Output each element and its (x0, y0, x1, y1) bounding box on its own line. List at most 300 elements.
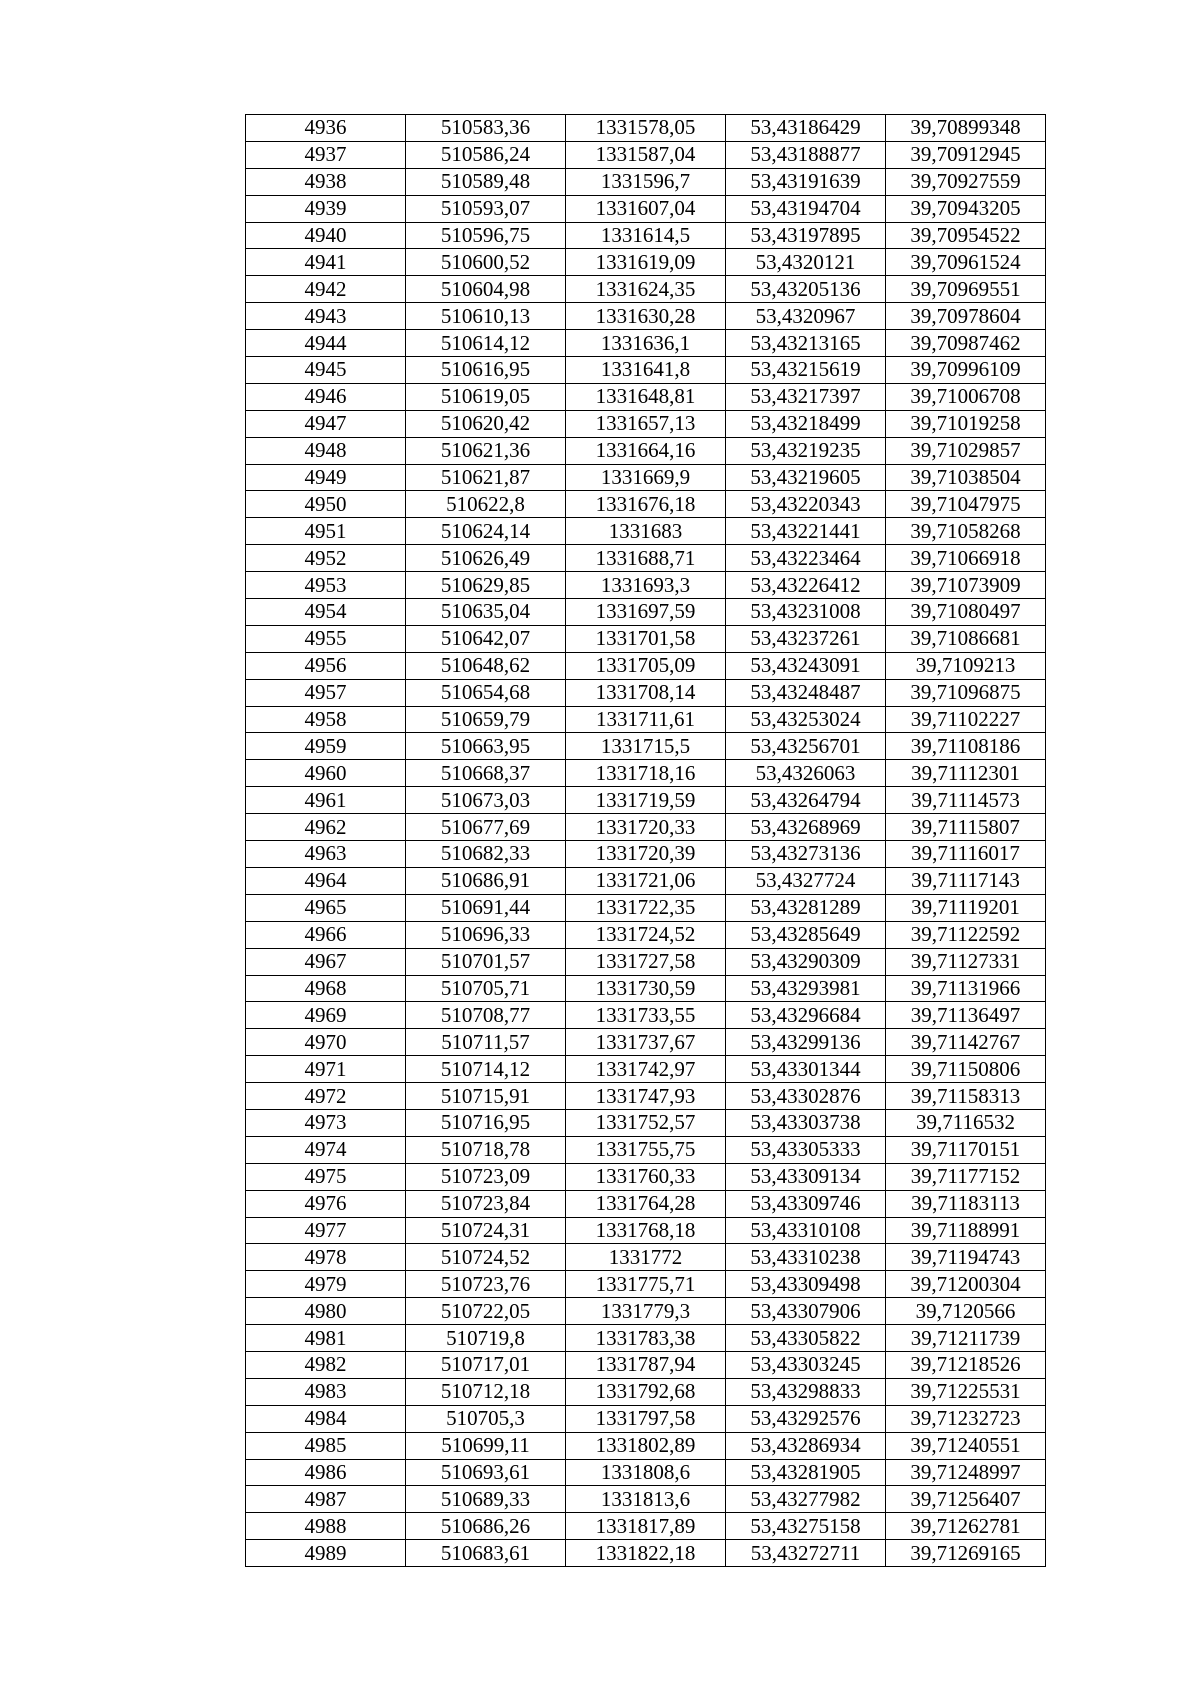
x-coordinate-cell: 510629,85 (406, 572, 566, 599)
x-coordinate-cell: 510686,26 (406, 1513, 566, 1540)
longitude-cell: 39,71019258 (886, 410, 1046, 437)
point-number-cell: 4976 (246, 1190, 406, 1217)
y-coordinate-cell: 1331720,39 (566, 841, 726, 868)
point-number-cell: 4985 (246, 1432, 406, 1459)
y-coordinate-cell: 1331764,28 (566, 1190, 726, 1217)
y-coordinate-cell: 1331624,35 (566, 276, 726, 303)
y-coordinate-cell: 1331596,7 (566, 168, 726, 195)
table-row (246, 1029, 1046, 1056)
y-coordinate-cell: 1331607,04 (566, 195, 726, 222)
y-coordinate-cell: 1331742,97 (566, 1056, 726, 1083)
latitude-cell: 53,43286934 (726, 1432, 886, 1459)
x-coordinate-cell: 510719,8 (406, 1325, 566, 1352)
table-row (246, 1190, 1046, 1217)
y-coordinate-cell: 1331755,75 (566, 1136, 726, 1163)
point-number-cell: 4942 (246, 276, 406, 303)
point-number-cell: 4981 (246, 1325, 406, 1352)
y-coordinate-cell: 1331813,6 (566, 1486, 726, 1513)
latitude-cell: 53,43303738 (726, 1109, 886, 1136)
point-number-cell: 4961 (246, 787, 406, 814)
x-coordinate-cell: 510714,12 (406, 1056, 566, 1083)
latitude-cell: 53,43205136 (726, 276, 886, 303)
x-coordinate-cell: 510723,84 (406, 1190, 566, 1217)
latitude-cell: 53,43285649 (726, 921, 886, 948)
table-row (246, 383, 1046, 410)
longitude-cell: 39,71142767 (886, 1029, 1046, 1056)
x-coordinate-cell: 510715,91 (406, 1083, 566, 1110)
longitude-cell: 39,71047975 (886, 491, 1046, 518)
point-number-cell: 4968 (246, 975, 406, 1002)
latitude-cell: 53,43268969 (726, 814, 886, 841)
x-coordinate-cell: 510718,78 (406, 1136, 566, 1163)
latitude-cell: 53,43281289 (726, 894, 886, 921)
x-coordinate-cell: 510620,42 (406, 410, 566, 437)
longitude-cell: 39,71218526 (886, 1351, 1046, 1378)
y-coordinate-cell: 1331578,05 (566, 115, 726, 142)
point-number-cell: 4971 (246, 1056, 406, 1083)
y-coordinate-cell: 1331760,33 (566, 1163, 726, 1190)
y-coordinate-cell: 1331718,16 (566, 760, 726, 787)
y-coordinate-cell: 1331664,16 (566, 437, 726, 464)
point-number-cell: 4978 (246, 1244, 406, 1271)
point-number-cell: 4936 (246, 115, 406, 142)
x-coordinate-cell: 510659,79 (406, 706, 566, 733)
y-coordinate-cell: 1331705,09 (566, 652, 726, 679)
longitude-cell: 39,71127331 (886, 948, 1046, 975)
x-coordinate-cell: 510593,07 (406, 195, 566, 222)
y-coordinate-cell: 1331808,6 (566, 1459, 726, 1486)
table-row (246, 787, 1046, 814)
table-row (246, 894, 1046, 921)
point-number-cell: 4948 (246, 437, 406, 464)
y-coordinate-cell: 1331715,5 (566, 733, 726, 760)
latitude-cell: 53,43305822 (726, 1325, 886, 1352)
point-number-cell: 4987 (246, 1486, 406, 1513)
y-coordinate-cell: 1331752,57 (566, 1109, 726, 1136)
x-coordinate-cell: 510673,03 (406, 787, 566, 814)
longitude-cell: 39,7120566 (886, 1298, 1046, 1325)
x-coordinate-cell: 510619,05 (406, 383, 566, 410)
table-row (246, 1109, 1046, 1136)
latitude-cell: 53,43272711 (726, 1540, 886, 1567)
longitude-cell: 39,71131966 (886, 975, 1046, 1002)
longitude-cell: 39,70969551 (886, 276, 1046, 303)
longitude-cell: 39,70943205 (886, 195, 1046, 222)
table-row (246, 1540, 1046, 1567)
longitude-cell: 39,71066918 (886, 545, 1046, 572)
point-number-cell: 4970 (246, 1029, 406, 1056)
table-row (246, 760, 1046, 787)
y-coordinate-cell: 1331720,33 (566, 814, 726, 841)
x-coordinate-cell: 510712,18 (406, 1378, 566, 1405)
y-coordinate-cell: 1331817,89 (566, 1513, 726, 1540)
longitude-cell: 39,70899348 (886, 115, 1046, 142)
latitude-cell: 53,43197895 (726, 222, 886, 249)
latitude-cell: 53,43310108 (726, 1217, 886, 1244)
y-coordinate-cell: 1331711,61 (566, 706, 726, 733)
table-row (246, 195, 1046, 222)
table-row (246, 1351, 1046, 1378)
y-coordinate-cell: 1331688,71 (566, 545, 726, 572)
y-coordinate-cell: 1331619,09 (566, 249, 726, 276)
latitude-cell: 53,43223464 (726, 545, 886, 572)
table-row (246, 1459, 1046, 1486)
table-row (246, 572, 1046, 599)
x-coordinate-cell: 510663,95 (406, 733, 566, 760)
table-row (246, 1432, 1046, 1459)
point-number-cell: 4940 (246, 222, 406, 249)
x-coordinate-cell: 510626,49 (406, 545, 566, 572)
longitude-cell: 39,71262781 (886, 1513, 1046, 1540)
x-coordinate-cell: 510691,44 (406, 894, 566, 921)
longitude-cell: 39,71240551 (886, 1432, 1046, 1459)
longitude-cell: 39,71177152 (886, 1163, 1046, 1190)
latitude-cell: 53,43218499 (726, 410, 886, 437)
latitude-cell: 53,43253024 (726, 706, 886, 733)
point-number-cell: 4984 (246, 1405, 406, 1432)
x-coordinate-cell: 510614,12 (406, 330, 566, 357)
y-coordinate-cell: 1331733,55 (566, 1002, 726, 1029)
y-coordinate-cell: 1331779,3 (566, 1298, 726, 1325)
table-row (246, 1136, 1046, 1163)
point-number-cell: 4952 (246, 545, 406, 572)
latitude-cell: 53,4320967 (726, 303, 886, 330)
table-row (246, 1405, 1046, 1432)
point-number-cell: 4950 (246, 491, 406, 518)
y-coordinate-cell: 1331775,71 (566, 1271, 726, 1298)
point-number-cell: 4957 (246, 679, 406, 706)
longitude-cell: 39,71117143 (886, 867, 1046, 894)
latitude-cell: 53,43215619 (726, 357, 886, 384)
longitude-cell: 39,70987462 (886, 330, 1046, 357)
latitude-cell: 53,43305333 (726, 1136, 886, 1163)
longitude-cell: 39,71096875 (886, 679, 1046, 706)
latitude-cell: 53,43248487 (726, 679, 886, 706)
x-coordinate-cell: 510668,37 (406, 760, 566, 787)
latitude-cell: 53,43301344 (726, 1056, 886, 1083)
x-coordinate-cell: 510642,07 (406, 625, 566, 652)
table-row (246, 357, 1046, 384)
x-coordinate-cell: 510722,05 (406, 1298, 566, 1325)
table-row (246, 491, 1046, 518)
point-number-cell: 4938 (246, 168, 406, 195)
x-coordinate-cell: 510723,76 (406, 1271, 566, 1298)
point-number-cell: 4964 (246, 867, 406, 894)
point-number-cell: 4975 (246, 1163, 406, 1190)
latitude-cell: 53,43273136 (726, 841, 886, 868)
x-coordinate-cell: 510682,33 (406, 841, 566, 868)
x-coordinate-cell: 510648,62 (406, 652, 566, 679)
latitude-cell: 53,43299136 (726, 1029, 886, 1056)
y-coordinate-cell: 1331669,9 (566, 464, 726, 491)
longitude-cell: 39,71108186 (886, 733, 1046, 760)
x-coordinate-cell: 510711,57 (406, 1029, 566, 1056)
longitude-cell: 39,70912945 (886, 141, 1046, 168)
longitude-cell: 39,71248997 (886, 1459, 1046, 1486)
point-number-cell: 4946 (246, 383, 406, 410)
longitude-cell: 39,71183113 (886, 1190, 1046, 1217)
longitude-cell: 39,71073909 (886, 572, 1046, 599)
longitude-cell: 39,71086681 (886, 625, 1046, 652)
x-coordinate-cell: 510624,14 (406, 518, 566, 545)
longitude-cell: 39,71269165 (886, 1540, 1046, 1567)
latitude-cell: 53,4320121 (726, 249, 886, 276)
y-coordinate-cell: 1331614,5 (566, 222, 726, 249)
y-coordinate-cell: 1331787,94 (566, 1351, 726, 1378)
y-coordinate-cell: 1331630,28 (566, 303, 726, 330)
latitude-cell: 53,43292576 (726, 1405, 886, 1432)
y-coordinate-cell: 1331747,93 (566, 1083, 726, 1110)
table-row (246, 706, 1046, 733)
table-row (246, 464, 1046, 491)
x-coordinate-cell: 510689,33 (406, 1486, 566, 1513)
latitude-cell: 53,43191639 (726, 168, 886, 195)
latitude-cell: 53,43290309 (726, 948, 886, 975)
longitude-cell: 39,71170151 (886, 1136, 1046, 1163)
table-row (246, 1244, 1046, 1271)
point-number-cell: 4956 (246, 652, 406, 679)
longitude-cell: 39,71194743 (886, 1244, 1046, 1271)
table-row (246, 1378, 1046, 1405)
point-number-cell: 4962 (246, 814, 406, 841)
x-coordinate-cell: 510677,69 (406, 814, 566, 841)
x-coordinate-cell: 510621,87 (406, 464, 566, 491)
y-coordinate-cell: 1331737,67 (566, 1029, 726, 1056)
y-coordinate-cell: 1331683 (566, 518, 726, 545)
point-number-cell: 4969 (246, 1002, 406, 1029)
table-row (246, 1002, 1046, 1029)
longitude-cell: 39,71225531 (886, 1378, 1046, 1405)
table-row (246, 410, 1046, 437)
x-coordinate-cell: 510596,75 (406, 222, 566, 249)
longitude-cell: 39,70978604 (886, 303, 1046, 330)
longitude-cell: 39,71122592 (886, 921, 1046, 948)
x-coordinate-cell: 510716,95 (406, 1109, 566, 1136)
latitude-cell: 53,43281905 (726, 1459, 886, 1486)
point-number-cell: 4979 (246, 1271, 406, 1298)
point-number-cell: 4958 (246, 706, 406, 733)
latitude-cell: 53,43221441 (726, 518, 886, 545)
y-coordinate-cell: 1331792,68 (566, 1378, 726, 1405)
latitude-cell: 53,43231008 (726, 599, 886, 626)
table-row (246, 437, 1046, 464)
latitude-cell: 53,43307906 (726, 1298, 886, 1325)
table-row (246, 1325, 1046, 1352)
table-row (246, 1056, 1046, 1083)
table-row (246, 168, 1046, 195)
longitude-cell: 39,71200304 (886, 1271, 1046, 1298)
table-row (246, 921, 1046, 948)
x-coordinate-cell: 510708,77 (406, 1002, 566, 1029)
y-coordinate-cell: 1331772 (566, 1244, 726, 1271)
longitude-cell: 39,71136497 (886, 1002, 1046, 1029)
x-coordinate-cell: 510701,57 (406, 948, 566, 975)
x-coordinate-cell: 510600,52 (406, 249, 566, 276)
x-coordinate-cell: 510696,33 (406, 921, 566, 948)
x-coordinate-cell: 510705,71 (406, 975, 566, 1002)
table-row (246, 1217, 1046, 1244)
table-row (246, 652, 1046, 679)
x-coordinate-cell: 510604,98 (406, 276, 566, 303)
y-coordinate-cell: 1331722,35 (566, 894, 726, 921)
point-number-cell: 4972 (246, 1083, 406, 1110)
longitude-cell: 39,71080497 (886, 599, 1046, 626)
x-coordinate-cell: 510724,31 (406, 1217, 566, 1244)
latitude-cell: 53,43303245 (726, 1351, 886, 1378)
table-row (246, 841, 1046, 868)
table-row (246, 1163, 1046, 1190)
point-number-cell: 4959 (246, 733, 406, 760)
y-coordinate-cell: 1331587,04 (566, 141, 726, 168)
y-coordinate-cell: 1331641,8 (566, 357, 726, 384)
latitude-cell: 53,43293981 (726, 975, 886, 1002)
x-coordinate-cell: 510723,09 (406, 1163, 566, 1190)
longitude-cell: 39,71029857 (886, 437, 1046, 464)
y-coordinate-cell: 1331721,06 (566, 867, 726, 894)
table-row (246, 303, 1046, 330)
latitude-cell: 53,4327724 (726, 867, 886, 894)
table-row (246, 599, 1046, 626)
table-row (246, 679, 1046, 706)
y-coordinate-cell: 1331676,18 (566, 491, 726, 518)
longitude-cell: 39,71114573 (886, 787, 1046, 814)
longitude-cell: 39,7116532 (886, 1109, 1046, 1136)
latitude-cell: 53,43302876 (726, 1083, 886, 1110)
point-number-cell: 4941 (246, 249, 406, 276)
x-coordinate-cell: 510589,48 (406, 168, 566, 195)
y-coordinate-cell: 1331708,14 (566, 679, 726, 706)
coordinates-table-body (246, 115, 1046, 1567)
table-row (246, 518, 1046, 545)
latitude-cell: 53,43309746 (726, 1190, 886, 1217)
table-row (246, 141, 1046, 168)
point-number-cell: 4944 (246, 330, 406, 357)
y-coordinate-cell: 1331783,38 (566, 1325, 726, 1352)
latitude-cell: 53,4326063 (726, 760, 886, 787)
latitude-cell: 53,43186429 (726, 115, 886, 142)
x-coordinate-cell: 510699,11 (406, 1432, 566, 1459)
x-coordinate-cell: 510583,36 (406, 115, 566, 142)
table-row (246, 814, 1046, 841)
y-coordinate-cell: 1331730,59 (566, 975, 726, 1002)
y-coordinate-cell: 1331701,58 (566, 625, 726, 652)
y-coordinate-cell: 1331768,18 (566, 1217, 726, 1244)
point-number-cell: 4945 (246, 357, 406, 384)
longitude-cell: 39,70927559 (886, 168, 1046, 195)
x-coordinate-cell: 510586,24 (406, 141, 566, 168)
table-row (246, 115, 1046, 142)
point-number-cell: 4986 (246, 1459, 406, 1486)
y-coordinate-cell: 1331697,59 (566, 599, 726, 626)
coordinates-table (245, 114, 1046, 1567)
longitude-cell: 39,71116017 (886, 841, 1046, 868)
y-coordinate-cell: 1331657,13 (566, 410, 726, 437)
x-coordinate-cell: 510717,01 (406, 1351, 566, 1378)
latitude-cell: 53,43277982 (726, 1486, 886, 1513)
point-number-cell: 4967 (246, 948, 406, 975)
y-coordinate-cell: 1331636,1 (566, 330, 726, 357)
x-coordinate-cell: 510635,04 (406, 599, 566, 626)
latitude-cell: 53,43194704 (726, 195, 886, 222)
latitude-cell: 53,43298833 (726, 1378, 886, 1405)
x-coordinate-cell: 510693,61 (406, 1459, 566, 1486)
point-number-cell: 4989 (246, 1540, 406, 1567)
longitude-cell: 39,71256407 (886, 1486, 1046, 1513)
point-number-cell: 4983 (246, 1378, 406, 1405)
y-coordinate-cell: 1331719,59 (566, 787, 726, 814)
table-row (246, 625, 1046, 652)
latitude-cell: 53,43296684 (726, 1002, 886, 1029)
table-row (246, 867, 1046, 894)
table-row (246, 276, 1046, 303)
x-coordinate-cell: 510683,61 (406, 1540, 566, 1567)
table-row (246, 1298, 1046, 1325)
longitude-cell: 39,71188991 (886, 1217, 1046, 1244)
point-number-cell: 4937 (246, 141, 406, 168)
table-row (246, 1513, 1046, 1540)
longitude-cell: 39,71102227 (886, 706, 1046, 733)
table-row (246, 222, 1046, 249)
table-row (246, 948, 1046, 975)
latitude-cell: 53,43219605 (726, 464, 886, 491)
point-number-cell: 4973 (246, 1109, 406, 1136)
longitude-cell: 39,71112301 (886, 760, 1046, 787)
point-number-cell: 4974 (246, 1136, 406, 1163)
point-number-cell: 4939 (246, 195, 406, 222)
latitude-cell: 53,43219235 (726, 437, 886, 464)
latitude-cell: 53,43217397 (726, 383, 886, 410)
point-number-cell: 4965 (246, 894, 406, 921)
y-coordinate-cell: 1331822,18 (566, 1540, 726, 1567)
point-number-cell: 4963 (246, 841, 406, 868)
longitude-cell: 39,70961524 (886, 249, 1046, 276)
point-number-cell: 4955 (246, 625, 406, 652)
latitude-cell: 53,43213165 (726, 330, 886, 357)
point-number-cell: 4982 (246, 1351, 406, 1378)
table-row (246, 733, 1046, 760)
x-coordinate-cell: 510616,95 (406, 357, 566, 384)
latitude-cell: 53,43264794 (726, 787, 886, 814)
x-coordinate-cell: 510622,8 (406, 491, 566, 518)
longitude-cell: 39,71006708 (886, 383, 1046, 410)
longitude-cell: 39,71119201 (886, 894, 1046, 921)
latitude-cell: 53,43226412 (726, 572, 886, 599)
point-number-cell: 4966 (246, 921, 406, 948)
latitude-cell: 53,43275158 (726, 1513, 886, 1540)
point-number-cell: 4954 (246, 599, 406, 626)
table-row (246, 975, 1046, 1002)
longitude-cell: 39,70954522 (886, 222, 1046, 249)
latitude-cell: 53,43309498 (726, 1271, 886, 1298)
point-number-cell: 4947 (246, 410, 406, 437)
y-coordinate-cell: 1331797,58 (566, 1405, 726, 1432)
x-coordinate-cell: 510724,52 (406, 1244, 566, 1271)
y-coordinate-cell: 1331724,52 (566, 921, 726, 948)
x-coordinate-cell: 510621,36 (406, 437, 566, 464)
point-number-cell: 4949 (246, 464, 406, 491)
latitude-cell: 53,43243091 (726, 652, 886, 679)
longitude-cell: 39,71232723 (886, 1405, 1046, 1432)
point-number-cell: 4943 (246, 303, 406, 330)
table-row (246, 249, 1046, 276)
longitude-cell: 39,71158313 (886, 1083, 1046, 1110)
latitude-cell: 53,43256701 (726, 733, 886, 760)
table-row (246, 1271, 1046, 1298)
y-coordinate-cell: 1331693,3 (566, 572, 726, 599)
point-number-cell: 4951 (246, 518, 406, 545)
table-row (246, 545, 1046, 572)
longitude-cell: 39,71115807 (886, 814, 1046, 841)
